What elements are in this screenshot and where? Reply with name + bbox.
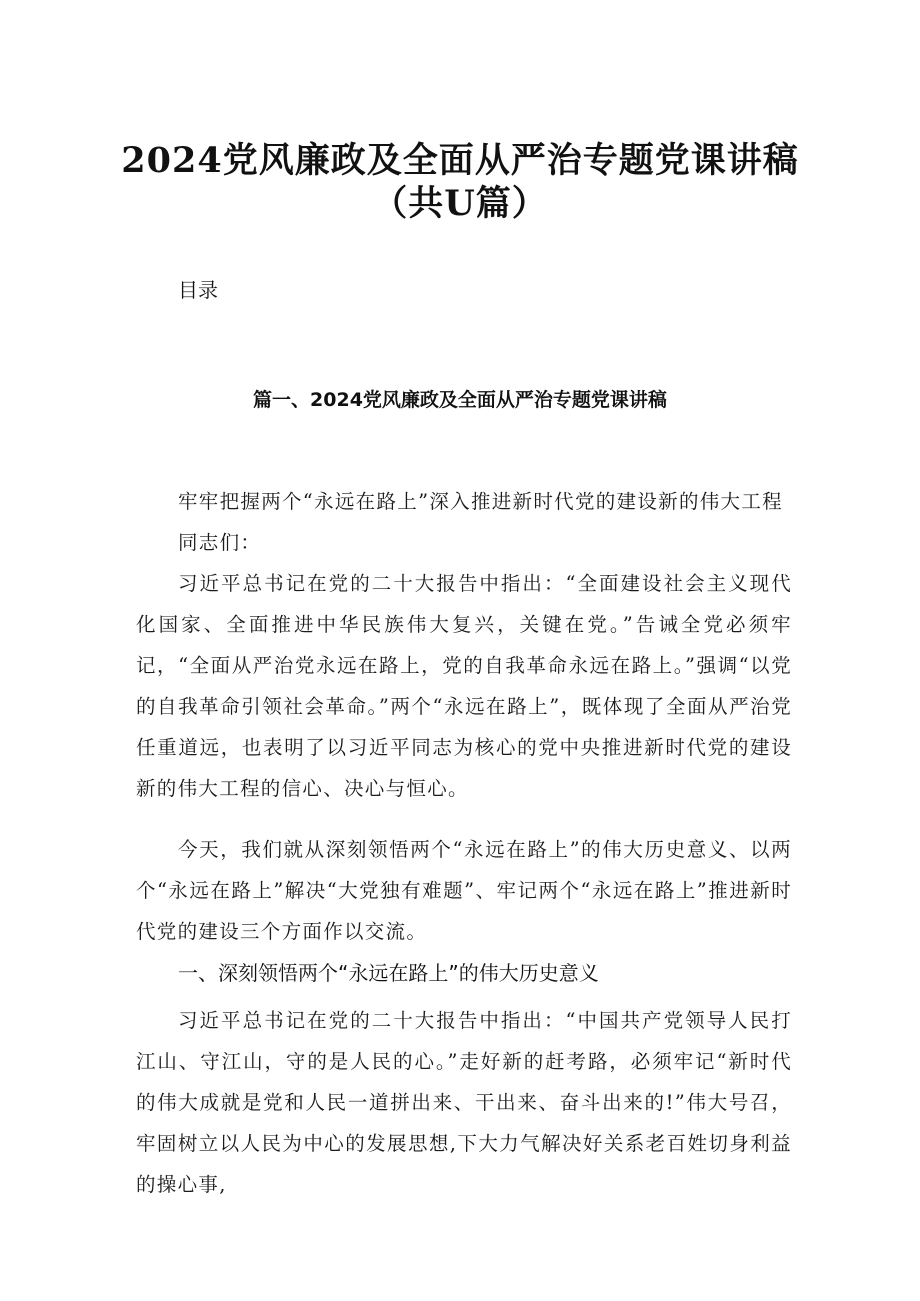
speech-subtitle: 牢牢把握两个“永远在路上”深入推进新时代党的建设新的伟大工程: [178, 490, 783, 513]
greeting: 同志们：: [178, 531, 262, 554]
body-paragraph-2: 今天，我们就从深刻领悟两个“永远在路上”的伟大历史意义、以两个“永远在路上”解决“大党独有难题”、牢记两个“永远在路上”推进新时代党的建设三个方面作以交流。: [136, 838, 792, 943]
table-of-contents-label: 目录: [178, 278, 218, 302]
section-heading-1: 一、深刻领悟两个“永远在路上”的伟大历史意义: [178, 961, 599, 985]
body-paragraph-1: 习近平总书记在党的二十大报告中指出：“全面建设社会主义现代化国家、全面推进中华民族伟大复兴，关键在党。”告诫全党必须牢记，“全面从严治党永远在路上，党的自我革命永远在路上。”强调“以党的自我革命引领社会革命。”两个“永远在路上”，既体现了全面从严治党任重道远，也表明了以习近平同志为核心的党中央推进新时代党的建设新的伟大工程的信心、决心与恒心。: [136, 572, 792, 800]
body-paragraph-3: 习近平总书记在党的二十大报告中指出：“中国共产党领导人民打江山、守江山，守的是人民的心。”走好新的赶考路，必须牢记“新时代的伟大成就是党和人民一道拼出来、干出来、奋斗出来的!”伟大号召，牢固树立以人民为中心的发展思想,下大力气解决好关系老百姓切身利益的操心事,: [136, 1009, 792, 1196]
document-title-line1: 2024党风廉政及全面从严治专题党课讲稿: [121, 140, 799, 181]
document-title-line2: （共U篇）: [372, 183, 548, 224]
chapter-title: 篇一、2024党风廉政及全面从严治专题党课讲稿: [253, 389, 667, 411]
